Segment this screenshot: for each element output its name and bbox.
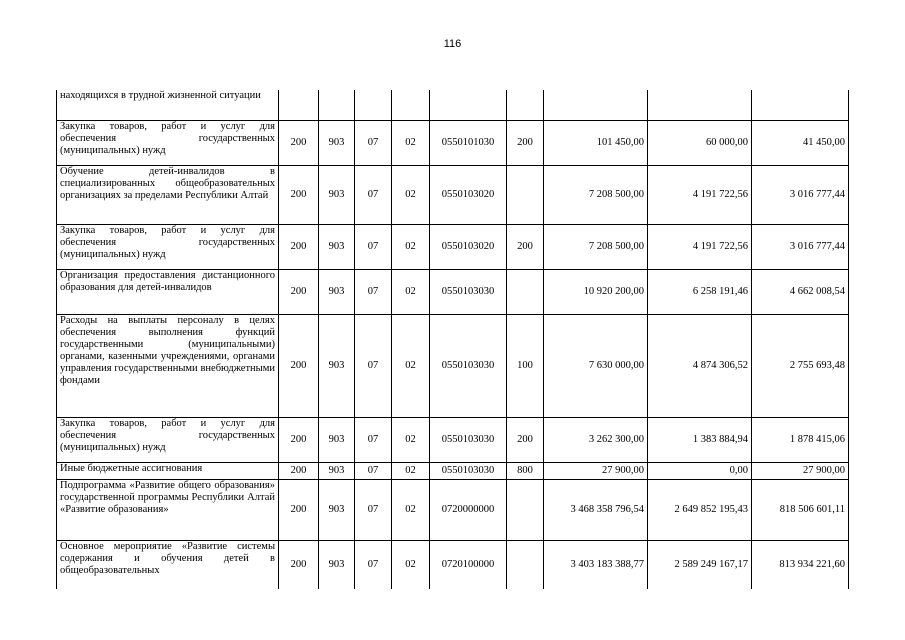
code-cell: 200	[279, 270, 319, 315]
code-cell: 903	[319, 270, 355, 315]
code-cell: 02	[392, 166, 430, 225]
amount-cell: 10 920 200,00	[544, 270, 648, 315]
code-cell: 07	[355, 166, 392, 225]
code-cell: 200	[279, 166, 319, 225]
code-cell	[507, 166, 544, 225]
code-cell: 07	[355, 541, 392, 590]
code-cell: 200	[279, 463, 319, 480]
code-cell: 07	[355, 270, 392, 315]
amount-cell: 4 874 306,52	[648, 315, 752, 418]
description-cell: Подпрограмма «Развитие общего образования» государственной программы Республики Алтай «Развитие образования»	[57, 480, 279, 541]
amount-cell: 6 258 191,46	[648, 270, 752, 315]
code-cell	[430, 90, 507, 121]
code-cell: 903	[319, 121, 355, 166]
amount-cell	[648, 90, 752, 121]
amount-cell: 818 506 601,11	[752, 480, 849, 541]
code-cell	[355, 90, 392, 121]
code-cell: 0720100000	[430, 541, 507, 590]
description-cell: Иные бюджетные ассигнования	[57, 463, 279, 480]
amount-cell: 0,00	[648, 463, 752, 480]
code-cell: 200	[507, 418, 544, 463]
amount-cell: 27 900,00	[544, 463, 648, 480]
amount-cell: 1 383 884,94	[648, 418, 752, 463]
code-cell: 07	[355, 480, 392, 541]
description-cell: Обучение детей-инвалидов в специализированных общеобразовательных организациях за пределами Республики Алтай	[57, 166, 279, 225]
amount-cell: 2 649 852 195,43	[648, 480, 752, 541]
amount-cell: 27 900,00	[752, 463, 849, 480]
code-cell: 02	[392, 480, 430, 541]
code-cell: 200	[507, 121, 544, 166]
code-cell: 02	[392, 121, 430, 166]
description-cell: Организация предоставления дистанционного образования для детей-инвалидов	[57, 270, 279, 315]
table-row	[57, 90, 849, 121]
code-cell: 200	[279, 121, 319, 166]
code-cell	[507, 270, 544, 315]
code-cell: 0550103020	[430, 225, 507, 270]
description-cell: Закупка товаров, работ и услуг для обеспечения государственных (муниципальных) нужд	[57, 121, 279, 166]
code-cell: 200	[279, 541, 319, 590]
amount-cell: 3 016 777,44	[752, 166, 849, 225]
code-cell: 903	[319, 480, 355, 541]
code-cell: 07	[355, 418, 392, 463]
code-cell: 903	[319, 541, 355, 590]
code-cell: 903	[319, 315, 355, 418]
code-cell: 02	[392, 270, 430, 315]
code-cell: 0550103030	[430, 270, 507, 315]
table-row	[57, 463, 849, 480]
budget-table	[56, 90, 849, 589]
code-cell: 07	[355, 225, 392, 270]
code-cell: 200	[507, 225, 544, 270]
amount-cell: 7 630 000,00	[544, 315, 648, 418]
code-cell: 02	[392, 541, 430, 590]
table-row	[57, 166, 849, 225]
table-row	[57, 270, 849, 315]
code-cell: 903	[319, 463, 355, 480]
code-cell: 200	[279, 315, 319, 418]
code-cell: 0550103030	[430, 315, 507, 418]
page-number: 116	[443, 38, 462, 50]
code-cell: 02	[392, 315, 430, 418]
code-cell: 0720000000	[430, 480, 507, 541]
amount-cell: 101 450,00	[544, 121, 648, 166]
amount-cell: 7 208 500,00	[544, 166, 648, 225]
amount-cell: 3 262 300,00	[544, 418, 648, 463]
amount-cell: 1 878 415,06	[752, 418, 849, 463]
description-cell: Закупка товаров, работ и услуг для обеспечения государственных (муниципальных) нужд	[57, 418, 279, 463]
code-cell: 07	[355, 315, 392, 418]
amount-cell: 4 662 008,54	[752, 270, 849, 315]
amount-cell: 2 755 693,48	[752, 315, 849, 418]
table-row	[57, 418, 849, 463]
amount-cell: 3 468 358 796,54	[544, 480, 648, 541]
amount-cell: 41 450,00	[752, 121, 849, 166]
amount-cell	[752, 90, 849, 121]
code-cell: 02	[392, 225, 430, 270]
code-cell: 0550103020	[430, 166, 507, 225]
code-cell: 07	[355, 463, 392, 480]
code-cell	[279, 90, 319, 121]
amount-cell: 2 589 249 167,17	[648, 541, 752, 590]
code-cell: 02	[392, 418, 430, 463]
amount-cell: 3 403 183 388,77	[544, 541, 648, 590]
description-cell: Закупка товаров, работ и услуг для обеспечения государственных (муниципальных) нужд	[57, 225, 279, 270]
code-cell: 200	[279, 225, 319, 270]
amount-cell: 813 934 221,60	[752, 541, 849, 590]
code-cell: 200	[279, 418, 319, 463]
amount-cell: 7 208 500,00	[544, 225, 648, 270]
code-cell: 200	[279, 480, 319, 541]
code-cell: 0550103030	[430, 418, 507, 463]
code-cell: 800	[507, 463, 544, 480]
code-cell: 0550103030	[430, 463, 507, 480]
description-cell: находящихся в трудной жизненной ситуации	[57, 90, 279, 121]
table-row	[57, 121, 849, 166]
code-cell	[507, 90, 544, 121]
amount-cell: 3 016 777,44	[752, 225, 849, 270]
code-cell: 07	[355, 121, 392, 166]
code-cell: 903	[319, 166, 355, 225]
code-cell	[392, 90, 430, 121]
table-body	[57, 90, 849, 589]
description-cell: Основное мероприятие «Развитие системы содержания и обучения детей в общеобразовательных	[57, 541, 279, 590]
code-cell: 903	[319, 225, 355, 270]
code-cell: 0550101030	[430, 121, 507, 166]
amount-cell: 4 191 722,56	[648, 225, 752, 270]
code-cell: 02	[392, 463, 430, 480]
code-cell: 100	[507, 315, 544, 418]
description-cell: Расходы на выплаты персоналу в целях обеспечения выполнения функций государственными (муниципальными) органами, казенными учреждениями, органами управления государственными внебюджетными фондами	[57, 315, 279, 418]
amount-cell: 60 000,00	[648, 121, 752, 166]
code-cell	[319, 90, 355, 121]
table-row	[57, 315, 849, 418]
table-row	[57, 480, 849, 541]
table-row	[57, 225, 849, 270]
amount-cell: 4 191 722,56	[648, 166, 752, 225]
code-cell	[507, 480, 544, 541]
amount-cell	[544, 90, 648, 121]
code-cell: 903	[319, 418, 355, 463]
code-cell	[507, 541, 544, 590]
table-row	[57, 541, 849, 590]
